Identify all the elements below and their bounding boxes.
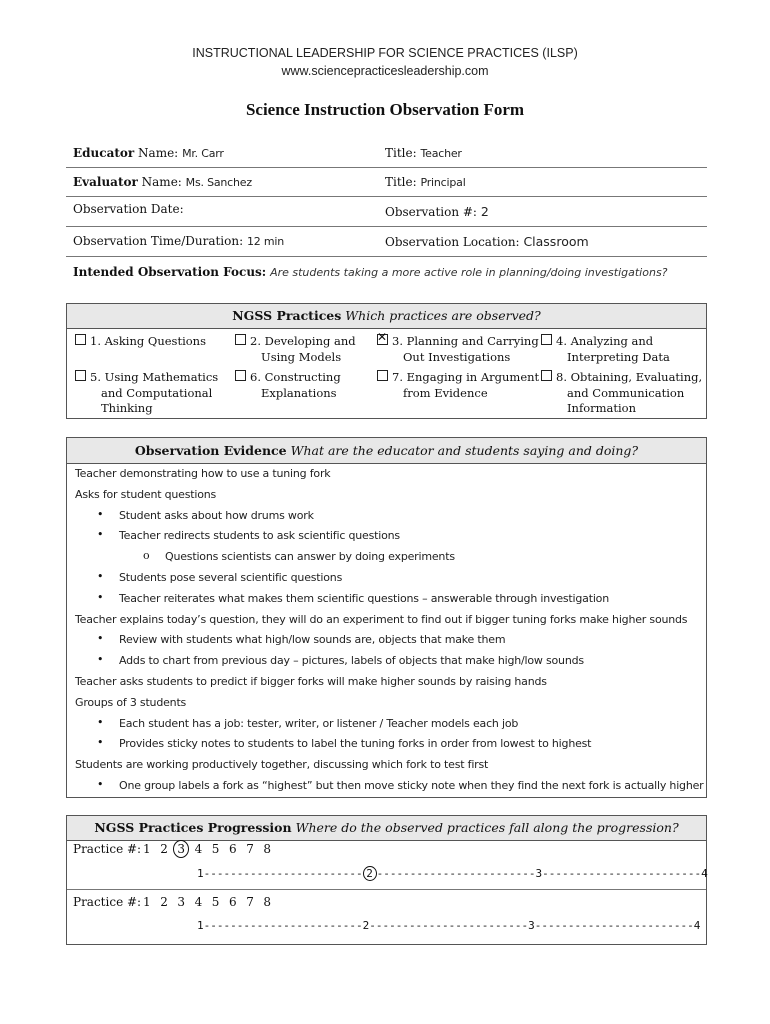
practice-label: 2. Developing and	[250, 334, 356, 348]
number-value: 2	[480, 204, 489, 219]
evaluator-title-label: Title:	[385, 175, 417, 189]
time-label: Observation Time/Duration:	[73, 234, 244, 248]
evidence-line: One group labels a fork as “highest” but then move sticky note when they find the next fork is actually higher	[119, 779, 704, 792]
divider	[66, 226, 707, 227]
bullet-icon: •	[97, 528, 104, 542]
scale-dashes: ------------------------	[376, 867, 536, 880]
evidence-box	[66, 437, 707, 798]
practice-line	[75, 386, 218, 402]
practice-label: 3. Planning and Carrying	[392, 334, 539, 348]
bullet-icon: •	[97, 736, 104, 750]
practice-label: Explanations	[261, 385, 337, 400]
focus-label: Intended Observation Focus:	[73, 265, 267, 279]
evidence-heading-bold: Observation Evidence	[134, 443, 287, 458]
practice-label: 1. Asking Questions	[90, 334, 206, 348]
practice-label: from Evidence	[403, 385, 488, 400]
progression-heading-italic: Where do the observed practices fall along the progression?	[295, 820, 679, 835]
evidence-heading	[67, 438, 706, 464]
number-label: Observation #:	[385, 205, 477, 219]
educator-label: Educator	[73, 146, 135, 160]
practice-label: 5. Using Mathematics	[90, 370, 219, 384]
practice-label: and Communication	[567, 385, 685, 400]
practice-label: Interpreting Data	[567, 349, 670, 364]
scale-level[interactable]: 1	[197, 919, 204, 932]
scale-level[interactable]: 3	[528, 919, 535, 932]
educator-name-label: Name:	[138, 146, 179, 160]
practice-label: 4. Analyzing and	[556, 334, 654, 348]
practice-label: Information	[567, 401, 637, 415]
practice-line	[75, 334, 206, 350]
evidence-line: Students are working productively together, discussing which fork to test first	[75, 758, 489, 772]
header-url: www.sciencepracticesleadership.com	[281, 64, 489, 78]
scale-dashes: ------------------------	[534, 919, 694, 932]
evidence-line: Review with students what high/low sounds are, objects that make them	[119, 633, 506, 647]
practice-label: 6. Constructing	[250, 370, 341, 384]
bullet-icon: •	[97, 632, 104, 646]
ngss-practices-box	[66, 303, 707, 419]
practice-number[interactable]: 6	[229, 842, 237, 856]
practice-number[interactable]: 8	[263, 842, 272, 856]
divider	[66, 167, 707, 168]
practice-item	[235, 370, 341, 401]
evaluator-title: Principal	[420, 176, 466, 189]
educator-title: Teacher	[420, 147, 462, 160]
practice-checkbox[interactable]	[541, 334, 552, 345]
practice-item	[377, 334, 539, 365]
location-label: Observation Location:	[385, 235, 520, 249]
ngss-heading-italic: Which practices are observed?	[345, 308, 541, 323]
evidence-line: Teacher redirects students to ask scientific questions	[119, 529, 400, 543]
scale-dashes: ------------------------	[203, 867, 363, 880]
practice-line	[541, 350, 670, 366]
practice-number[interactable]: 2	[160, 895, 168, 909]
practice-line	[541, 334, 670, 350]
bullet-icon: o	[143, 549, 150, 563]
practice-number[interactable]: 3	[177, 895, 186, 909]
evaluator-name: Ms. Sanchez	[185, 176, 252, 189]
evidence-line: Teacher explains today’s question, they will do an experiment to find out if bigger tuning forks make higher sounds	[75, 612, 688, 626]
educator-title-label: Title:	[385, 146, 417, 160]
practice-item	[541, 334, 670, 365]
practice-number[interactable]: 7	[246, 895, 254, 909]
scale-dashes: ------------------------	[203, 919, 363, 932]
evaluator-label: Evaluator	[73, 175, 138, 189]
practice-line	[377, 334, 539, 350]
focus-value: Are students taking a more active role in planning/doing investigations?	[270, 266, 668, 279]
bullet-icon: •	[97, 715, 104, 729]
date-label: Observation Date:	[73, 202, 184, 216]
divider	[66, 196, 707, 197]
practice-number[interactable]: 4	[194, 842, 203, 856]
practice-label: 8. Obtaining, Evaluating,	[556, 370, 703, 384]
practice-number[interactable]: 4	[194, 895, 203, 909]
practice-checkbox[interactable]	[75, 334, 86, 345]
scale-level[interactable]: 3	[535, 867, 543, 880]
educator-name: Mr. Carr	[182, 147, 224, 160]
scale-level[interactable]: 2	[363, 866, 377, 881]
practice-item	[75, 370, 218, 417]
practice-label: Thinking	[101, 401, 153, 415]
progression-heading-bold: NGSS Practices Progression	[94, 820, 292, 835]
divider	[66, 256, 707, 257]
evidence-line: Student asks about how drums work	[119, 508, 314, 522]
evidence-line: Groups of 3 students	[75, 695, 187, 709]
practice-number-label: Practice #:	[73, 842, 142, 856]
practice-line	[541, 370, 702, 386]
practice-line	[377, 370, 539, 386]
practice-line	[377, 350, 539, 366]
evidence-line: Adds to chart from previous day – pictures, labels of objects that make high/low sounds	[119, 654, 584, 668]
practice-line	[235, 370, 341, 386]
practice-checkbox[interactable]	[377, 334, 388, 345]
scale-level[interactable]: 4	[701, 867, 708, 880]
practice-checkbox[interactable]	[75, 370, 86, 381]
scale-dashes: ------------------------	[542, 867, 702, 880]
time-value: 12 min	[246, 235, 285, 248]
evidence-heading-italic: What are the educator and students saying and doing?	[290, 443, 639, 458]
practice-number[interactable]: 2	[160, 842, 168, 856]
row-divider	[67, 889, 706, 890]
scale-dashes: ------------------------	[369, 919, 529, 932]
header-org: INSTRUCTIONAL LEADERSHIP FOR SCIENCE PRACTICES (ILSP)	[192, 46, 578, 60]
practice-line	[235, 350, 356, 366]
progression-scale	[197, 919, 700, 932]
practice-checkbox[interactable]	[377, 370, 388, 381]
ngss-heading-bold: NGSS Practices	[232, 308, 342, 323]
practice-label: 7. Engaging in Argument	[392, 370, 540, 384]
scale-level[interactable]: 2	[362, 919, 370, 932]
practice-line	[235, 334, 356, 350]
practice-checkbox[interactable]	[235, 370, 246, 381]
practice-number[interactable]: 6	[229, 895, 237, 909]
practice-checkbox[interactable]	[235, 334, 246, 345]
practice-number[interactable]: 1	[143, 895, 151, 909]
scale-level[interactable]: 1	[197, 867, 204, 880]
ngss-practices-heading	[67, 304, 706, 329]
practice-number[interactable]: 5	[211, 895, 220, 909]
practice-line	[541, 401, 702, 417]
practice-item	[235, 334, 356, 365]
evidence-line: Students pose several scientific questions	[119, 571, 343, 584]
evidence-line: Teacher reiterates what makes them scientific questions – answerable through investigation	[119, 591, 609, 605]
progression-scale	[197, 866, 708, 881]
practice-number-label: Practice #:	[73, 895, 142, 909]
evidence-line: Teacher demonstrating how to use a tuning fork	[75, 467, 331, 480]
practice-line	[377, 386, 539, 402]
practice-line	[75, 401, 218, 417]
evidence-line: Each student has a job: tester, writer, or listener / Teacher models each job	[119, 716, 519, 730]
evidence-line: Teacher asks students to predict if bigger forks will make higher sounds by raising hands	[75, 675, 547, 688]
bullet-icon: •	[97, 507, 104, 521]
bullet-icon: •	[97, 590, 104, 604]
bullet-icon: •	[97, 570, 104, 583]
bullet-icon: •	[97, 653, 104, 667]
practice-number[interactable]: 8	[263, 895, 272, 909]
practice-number[interactable]: 1	[143, 842, 151, 856]
practice-label: and Computational	[101, 385, 213, 400]
location-value: Classroom	[523, 234, 589, 249]
practice-line	[541, 386, 702, 402]
form-title: Science Instruction Observation Form	[245, 100, 525, 119]
practice-number[interactable]: 3	[177, 842, 186, 856]
evidence-line: Asks for student questions	[75, 487, 217, 501]
evidence-line: Questions scientists can answer by doing experiments	[165, 550, 455, 564]
evidence-line: Provides sticky notes to students to label the tuning forks in order from lowest to highest	[119, 737, 592, 751]
practice-number[interactable]: 7	[246, 842, 254, 856]
practice-line	[235, 386, 341, 402]
circle-mark	[173, 840, 189, 858]
practice-number[interactable]: 5	[211, 842, 220, 856]
practice-label: Using Models	[261, 349, 342, 364]
evaluator-name-label: Name:	[141, 175, 182, 189]
bullet-icon: •	[97, 778, 104, 791]
practice-item	[75, 334, 206, 350]
practice-label: Out Investigations	[403, 349, 511, 364]
practice-line	[75, 370, 218, 386]
progression-box	[66, 815, 707, 945]
scale-level[interactable]: 4	[693, 919, 701, 932]
practice-checkbox[interactable]	[541, 370, 552, 381]
practice-item	[541, 370, 702, 417]
practice-item	[377, 370, 539, 401]
progression-heading	[67, 816, 706, 841]
